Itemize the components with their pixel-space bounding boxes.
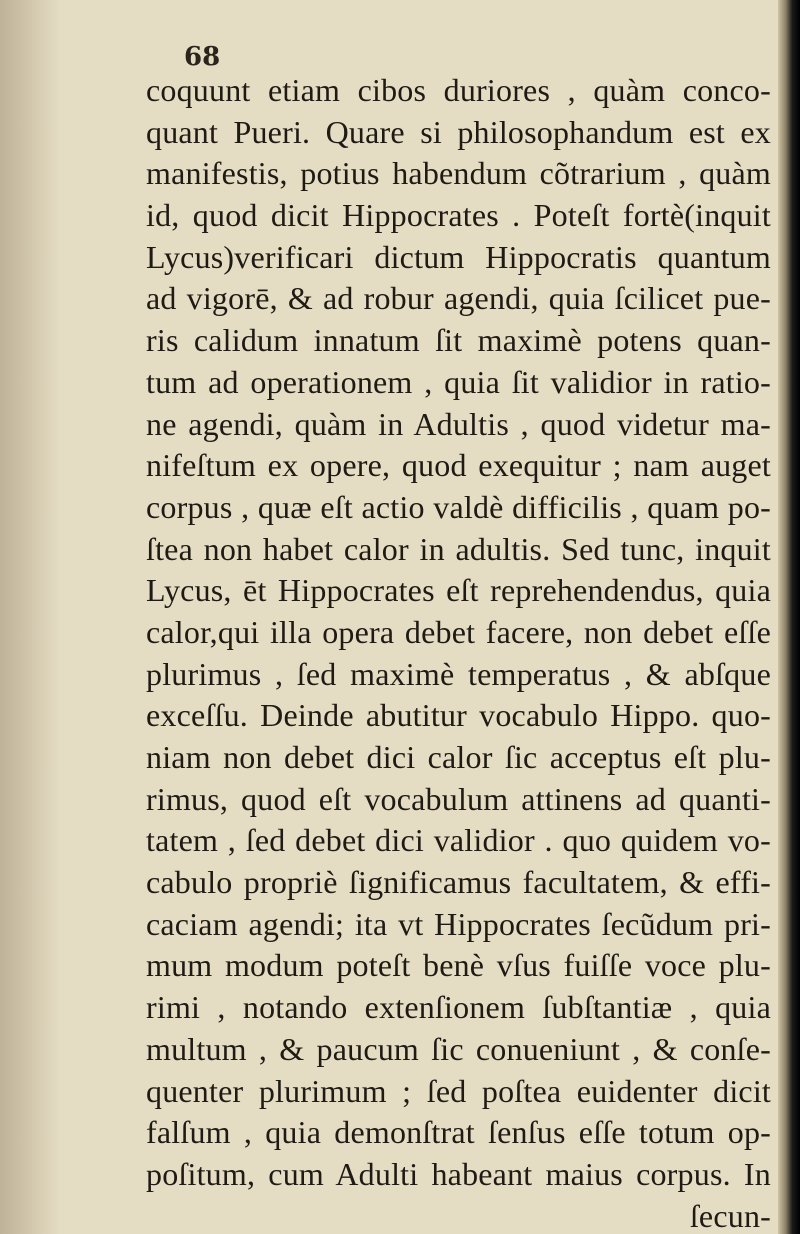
body-text	[146, 70, 771, 1234]
text-line: coquunt etiam cibos duriores , quàm conco-	[146, 72, 771, 108]
catchword: ſecun-	[689, 1197, 771, 1234]
text-line: ris calidum innatum ſit maximè potens quan-	[146, 322, 771, 359]
text-line: Lycus)verificari dictum Hippocratis quantum	[146, 238, 771, 275]
text-line: cabulo propriè ſignificamus facultatem, & effi-	[146, 864, 771, 901]
text-line: ſtea non habet calor in adultis. Sed tunc, inquit	[146, 530, 771, 567]
text-line: multum , & paucum ſic conueniunt , & conſe-	[146, 1030, 771, 1067]
text-line: ne agendi, quàm in Adultis , quod videtur ma-	[146, 405, 771, 442]
text-line: quant Pueri. Quare si philosophandum est ex	[146, 113, 771, 150]
text-line: Lycus, ēt Hippocrates eſt reprehendendus, quia	[146, 572, 771, 609]
text-line: rimi , notando extenſionem ſubſtantiæ , quia	[146, 989, 771, 1026]
text-line: tatem , ſed debet dici validior . quo quidem vo-	[146, 822, 771, 859]
text-line: exceſſu. Deinde abutitur vocabulo Hippo. quo-	[146, 697, 771, 734]
text-line: niam non debet dici calor ſic acceptus eſt plu-	[146, 739, 771, 775]
text-line: calor,qui illa opera debet facere, non debet eſſe	[146, 613, 771, 650]
text-line: id, quod dicit Hippocrates . Poteſt fortè(inquit	[146, 197, 771, 234]
page-number: 68	[184, 42, 221, 72]
text-line: plurimus , ſed maximè temperatus , & abſque	[146, 655, 771, 692]
text-line: caciam agendi; ita vt Hippocrates ſecũdum pri-	[146, 905, 771, 942]
text-line: poſitum, cum Adulti habeant maius corpus. In	[146, 1155, 771, 1192]
text-line: corpus , quæ eſt actio valdè difficilis , quam po-	[146, 488, 771, 525]
text-line: quenter plurimum ; ſed poſtea euidenter dicit	[146, 1072, 771, 1109]
text-line: falſum , quia demonſtrat ſenſus eſſe totum op-	[146, 1114, 771, 1151]
text-line: mum modum poteſt benè vſus fuiſſe voce plu-	[146, 947, 771, 984]
book-spine	[778, 0, 800, 1234]
text-line: nifeſtum ex opere, quod exequitur ; nam auget	[146, 447, 771, 484]
text-line: rimus, quod eſt vocabulum attinens ad quanti-	[146, 780, 771, 817]
text-line: manifestis, potius habendum cõtrarium , quàm	[146, 155, 771, 192]
text-line: tum ad operationem , quia ſit validior in ratio-	[146, 363, 771, 400]
text-line: ad vigorē, & ad robur agendi, quia ſcilicet pue-	[146, 280, 771, 317]
